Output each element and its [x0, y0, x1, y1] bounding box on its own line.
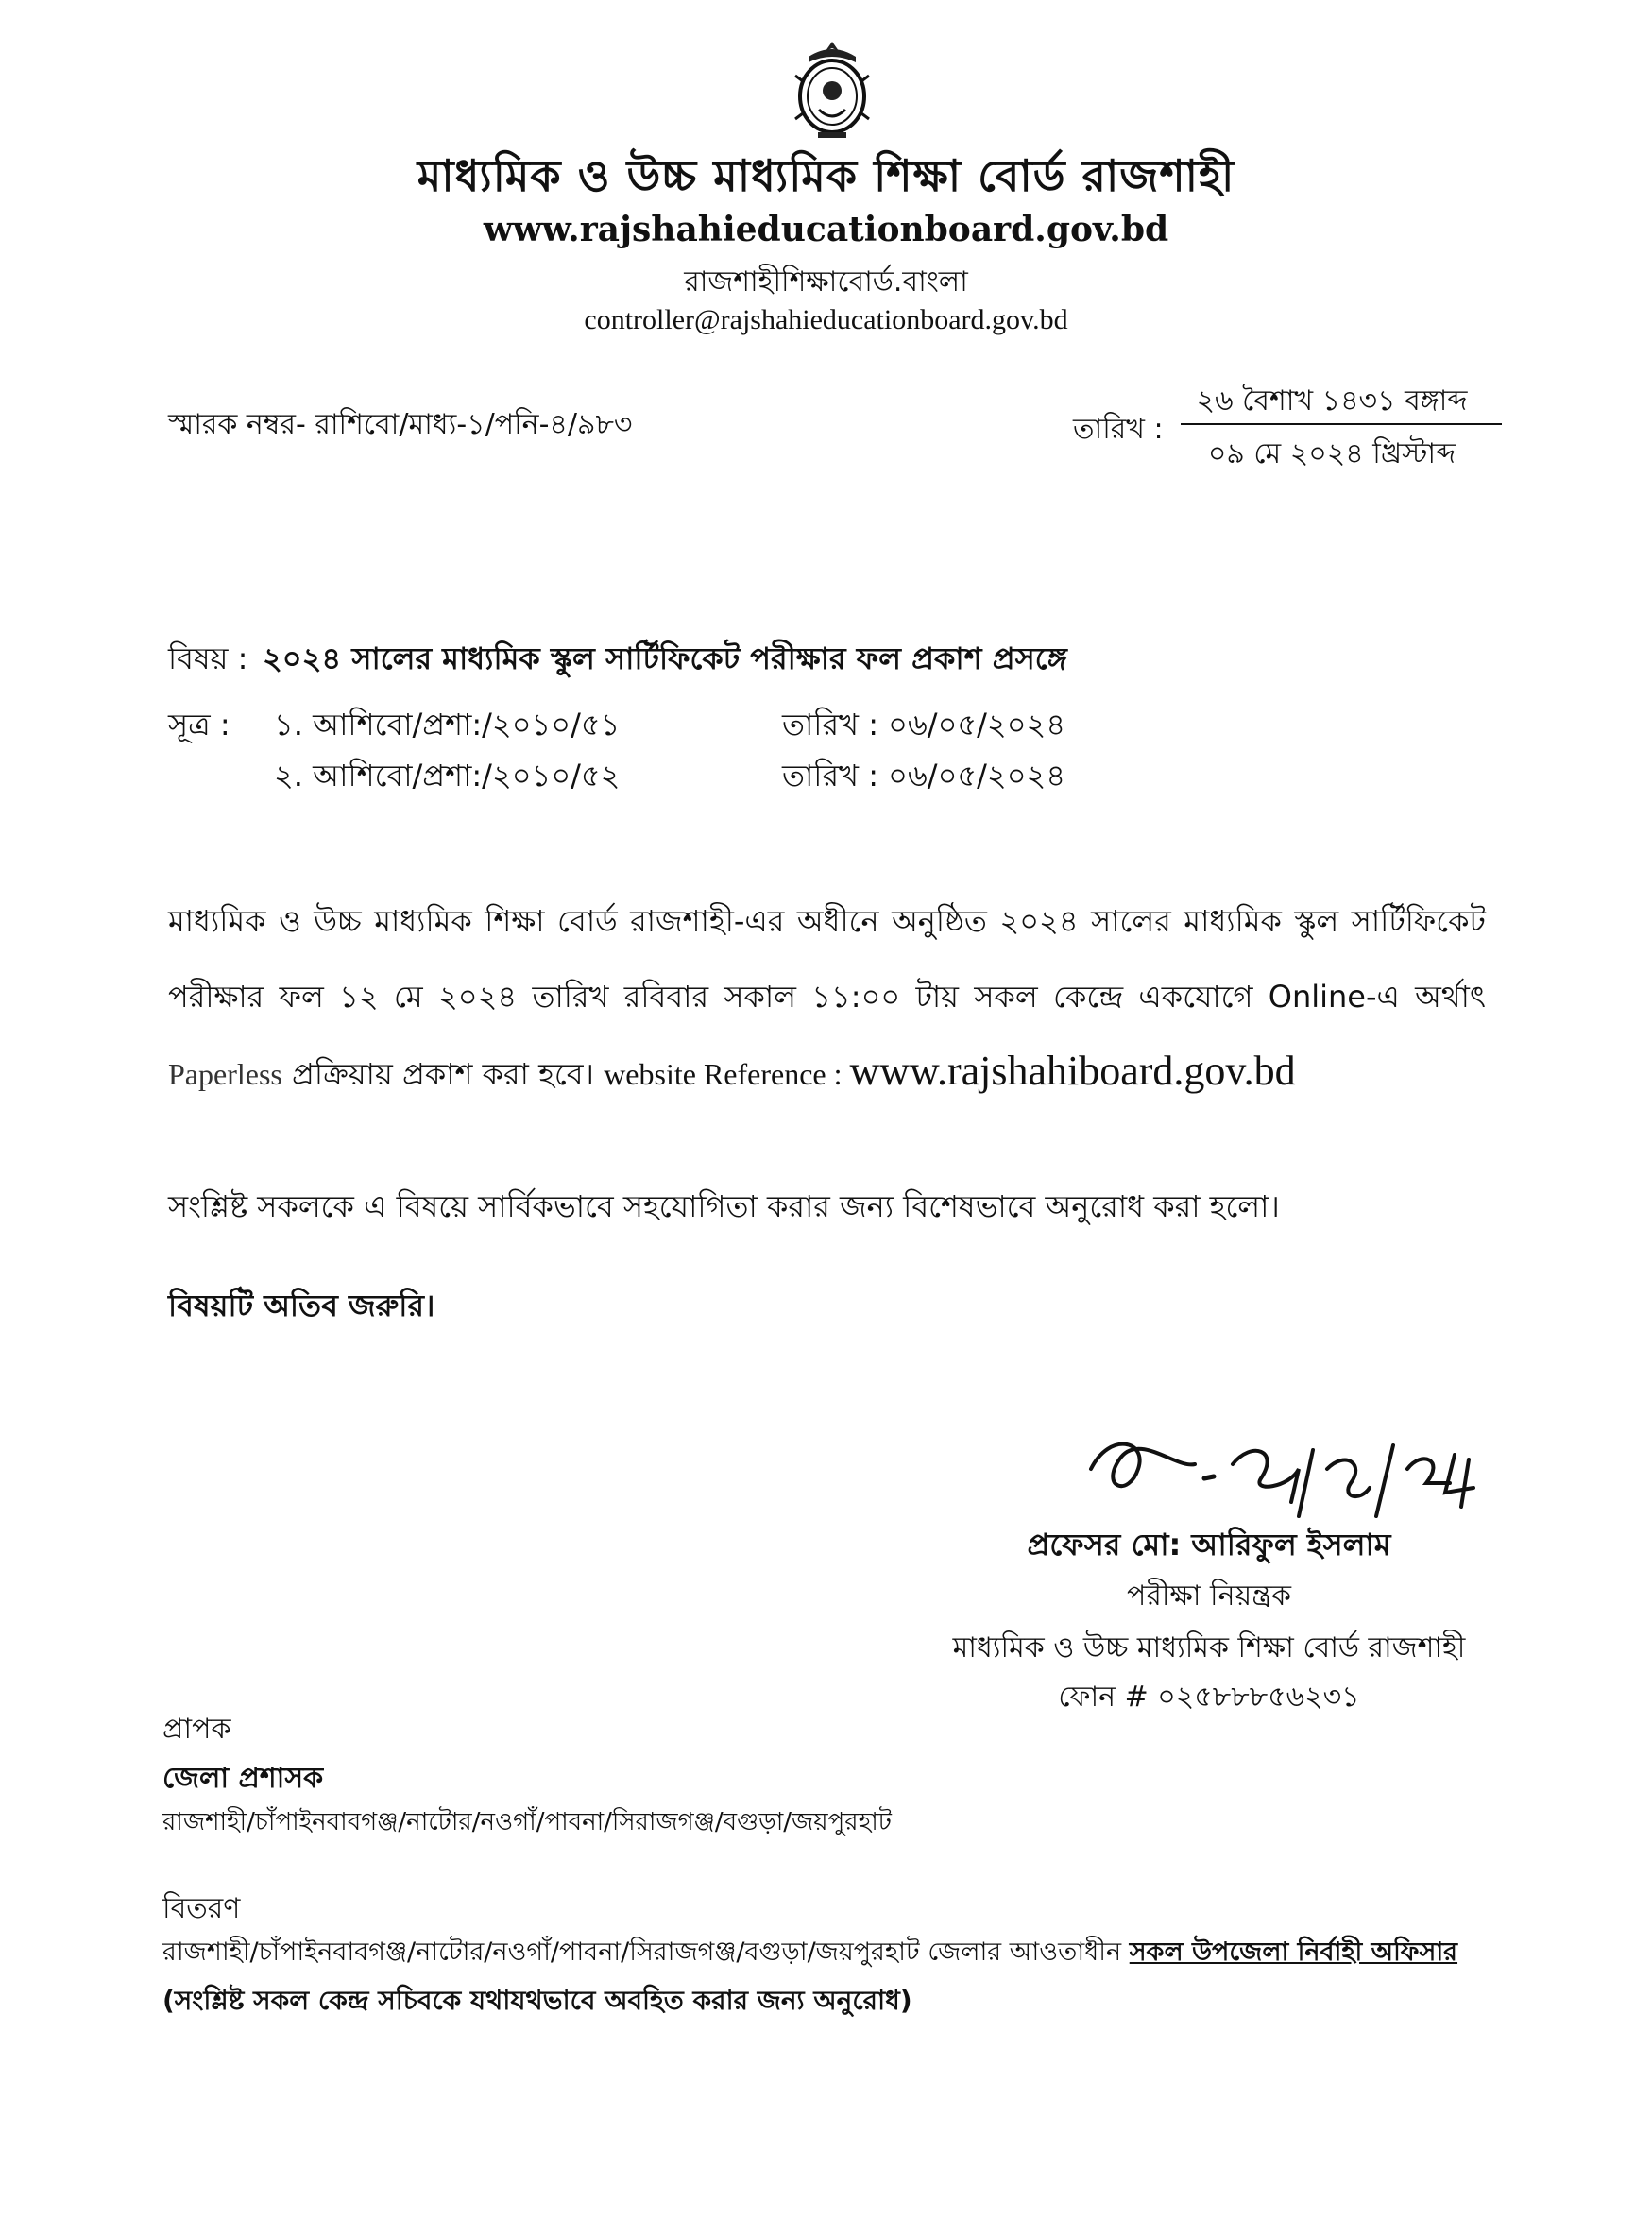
publish-text: প্রক্রিয়ায় প্রকাশ করা হবে।	[281, 1056, 605, 1092]
subject-label: বিষয় :	[168, 640, 248, 676]
reference-label: সূত্র :	[168, 707, 230, 742]
distribution-heading: বিতরণ	[162, 1892, 241, 1925]
memo-number: স্মারক নম্বর- রাশিবো/মাধ্য-১/পনি-৪/৯৮৩	[168, 408, 633, 441]
urgent-note: বিষয়টি অতিব জরুরি।	[168, 1288, 435, 1323]
website-reference-link[interactable]: www.rajshahiboard.gov.bd	[849, 1048, 1296, 1094]
distribution-line	[162, 1933, 1457, 1975]
reference-date: তারিখ : ০৬/০৫/২০২৪	[782, 758, 1066, 794]
body-paragraph-line: পরীক্ষার ফল ১২ মে ২০২৪ তারিখ রবিবার সকাল ১১:০০ টায় সকল কেন্দ্রে একযোগে Online-এ অর্থাৎ	[168, 979, 1486, 1015]
recipient-districts: রাজশাহী/চাঁপাইনবাবগঞ্জ/নাটোর/নওগাঁ/পাবনা/সিরাজগঞ্জ/বগুড়া/জয়পুরহাট	[162, 1808, 892, 1836]
distribution-officers: সকল উপজেলা নির্বাহী অফিসার	[1129, 1937, 1458, 1967]
body-paragraph-line: মাধ্যমিক ও উচ্চ মাধ্যমিক শিক্ষা বোর্ড রাজশাহী-এর অধীনে অনুষ্ঠিত ২০২৪ সালের মাধ্যমিক স্কুল সার্টিফিকেট	[168, 903, 1486, 939]
board-email[interactable]: controller@rajshahieducationboard.gov.bd	[584, 304, 1068, 335]
paperless-word: Paperless	[168, 1057, 282, 1091]
recipient-designation: জেলা প্রশাসক	[162, 1762, 324, 1795]
subject-line	[168, 635, 1067, 686]
date-gregorian: ০৯ মে ২০২৪ খ্রিস্টাব্দ	[1207, 437, 1456, 470]
board-website[interactable]: www.rajshahieducationboard.gov.bd	[483, 210, 1169, 249]
reference-item: ২. আশিবো/প্রশা:/২০১০/৫২	[274, 758, 621, 794]
date-label: তারিখ :	[1073, 413, 1164, 446]
signatory-organization: মাধ্যমিক ও উচ্চ মাধ্যমিক শিক্ষা বোর্ড রাজশাহী	[952, 1631, 1466, 1664]
signatory-phone: ফোন # ০২৫৮৮৮৫৬২৩১	[1058, 1681, 1360, 1714]
date-bangla: ২৬ বৈশাখ ১৪৩১ বঙ্গাব্দ	[1196, 384, 1468, 418]
website-reference-label: website Reference :	[604, 1057, 850, 1091]
reference-item: ১. আশিবো/প্রশা:/২০১০/৫১	[274, 707, 621, 742]
board-name: মাধ্যমিক ও উচ্চ মাধ্যমিক শিক্ষা বোর্ড রাজশাহী	[417, 150, 1235, 201]
reference-date: তারিখ : ০৬/০৫/২০২৪	[782, 707, 1066, 742]
recipient-heading: প্রাপক	[162, 1713, 231, 1746]
subject-text: ২০২৪ সালের মাধ্যমিক স্কুল সার্টিফিকেট পরীক্ষার ফল প্রকাশ প্রসঙ্গে	[263, 640, 1067, 676]
date-divider	[1181, 423, 1502, 425]
government-seal-icon	[790, 38, 875, 144]
distribution-districts: রাজশাহী/চাঁপাইনবাবগঞ্জ/নাটোর/নওগাঁ/পাবনা/সিরাজগঞ্জ/বগুড়া/জয়পুরহাট জেলার আওতাধীন	[162, 1937, 1130, 1967]
board-bangla-domain[interactable]: রাজশাহীশিক্ষাবোর্ড.বাংলা	[684, 265, 968, 299]
request-paragraph: সংশ্লিষ্ট সকলকে এ বিষয়ে সার্বিকভাবে সহযোগিতা করার জন্য বিশেষভাবে অনুরোধ করা হলো।	[168, 1188, 1280, 1224]
signatory-title: পরীক্ষা নিয়ন্ত্রক	[1127, 1579, 1291, 1613]
signatory-name: প্রফেসর মো: আরিফুল ইসলাম	[1027, 1527, 1391, 1562]
distribution-note: (সংশ্লিষ্ট সকল কেন্দ্র সচিবকে যথাযথভাবে অবহিত করার জন্য অনুরোধ)	[162, 1985, 912, 2016]
body-paragraph-line	[168, 1047, 1486, 1101]
